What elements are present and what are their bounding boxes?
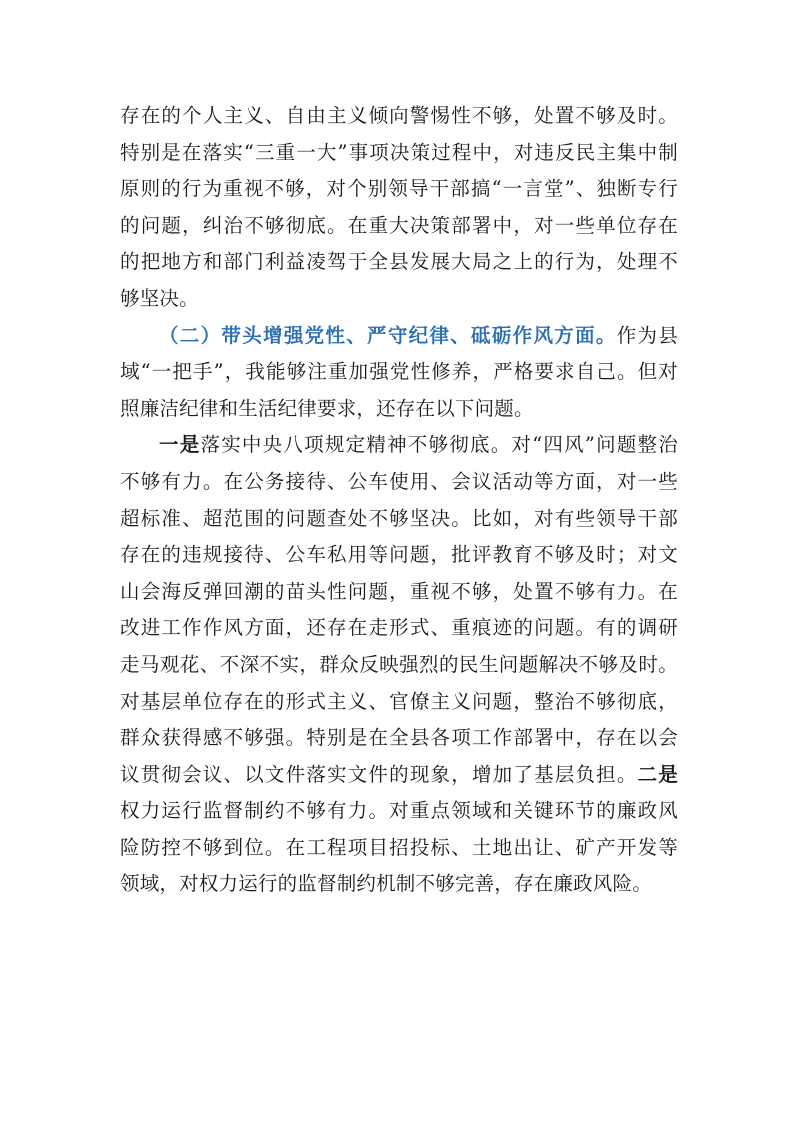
text-line [120, 318, 678, 355]
text-line: 对基层单位存在的形式主义、官僚主义问题，整治不够彻底， [120, 689, 678, 713]
text-line: 原则的行为重视不够，对个别领导干部搞“一言堂”、独断专行 [120, 177, 678, 201]
text-line: 领域，对权力运行的监督制约机制不够完善，存在廉政风险。 [120, 872, 652, 896]
text-line: 照廉洁纪律和生活纪律要求，还存在以下问题。 [120, 396, 534, 420]
text-span: 对重点领域和关键环节的廉政风 [389, 799, 678, 823]
text-line: 特别是在落实“三重一大”事项决策过程中，对违反民主集中制 [120, 140, 678, 164]
item-label: 一是 [159, 433, 201, 457]
text-line: 存在的个人主义、自由主义倾向警惕性不够，处置不够及时。 [120, 104, 678, 127]
text-line [120, 427, 678, 464]
text-line: 改进工作作风方面，还存在走形式、重痕迹的问题。有的调研 [120, 616, 678, 640]
item-heading: 落实中央八项规定精神不够彻底。 [200, 433, 512, 457]
item-label: 二是 [637, 762, 678, 786]
text-span: 议贯彻会议、以文件落实文件的现象，增加了基层负担。 [120, 762, 638, 786]
text-line: 存在的违规接待、公车私用等问题，批评教育不够及时；对文 [120, 543, 678, 567]
text-line: 的问题，纠治不够彻底。在重大决策部署中，对一些单位存在 [120, 213, 678, 237]
text-line [120, 793, 678, 830]
text-line: 的把地方和部门利益凌驾于全县发展大局之上的行为，处理不 [120, 250, 678, 274]
text-line: 超标准、超范围的问题查处不够坚决。比如，对有些领导干部 [120, 506, 678, 530]
text-line: 不够有力。在公务接待、公车使用、会议活动等方面，对一些 [120, 469, 678, 493]
text-line: 走马观花、不深不实，群众反映强烈的民生问题解决不够及时。 [120, 652, 678, 676]
text-line: 险防控不够到位。在工程项目招投标、土地出让、矿产开发等 [120, 835, 678, 859]
document-page [120, 98, 678, 903]
text-span: 作为县 [616, 323, 678, 347]
section-heading: （二）带头增强党性、严守纪律、砥砺作风方面。 [159, 323, 617, 347]
text-line: 域“一把手”，我能够注重加强党性修养，严格要求自己。但对 [120, 360, 678, 384]
text-line: 山会海反弹回潮的苗头性问题，重视不够，处置不够有力。在 [120, 579, 678, 603]
text-span: 对“四风”问题整治 [511, 433, 678, 457]
text-line: 群众获得感不够强。特别是在全县各项工作部署中，存在以会 [120, 726, 678, 750]
text-line: 够坚决。 [120, 286, 199, 310]
item-heading: 权力运行监督制约不够有力。 [120, 799, 390, 823]
text-line [120, 757, 678, 794]
